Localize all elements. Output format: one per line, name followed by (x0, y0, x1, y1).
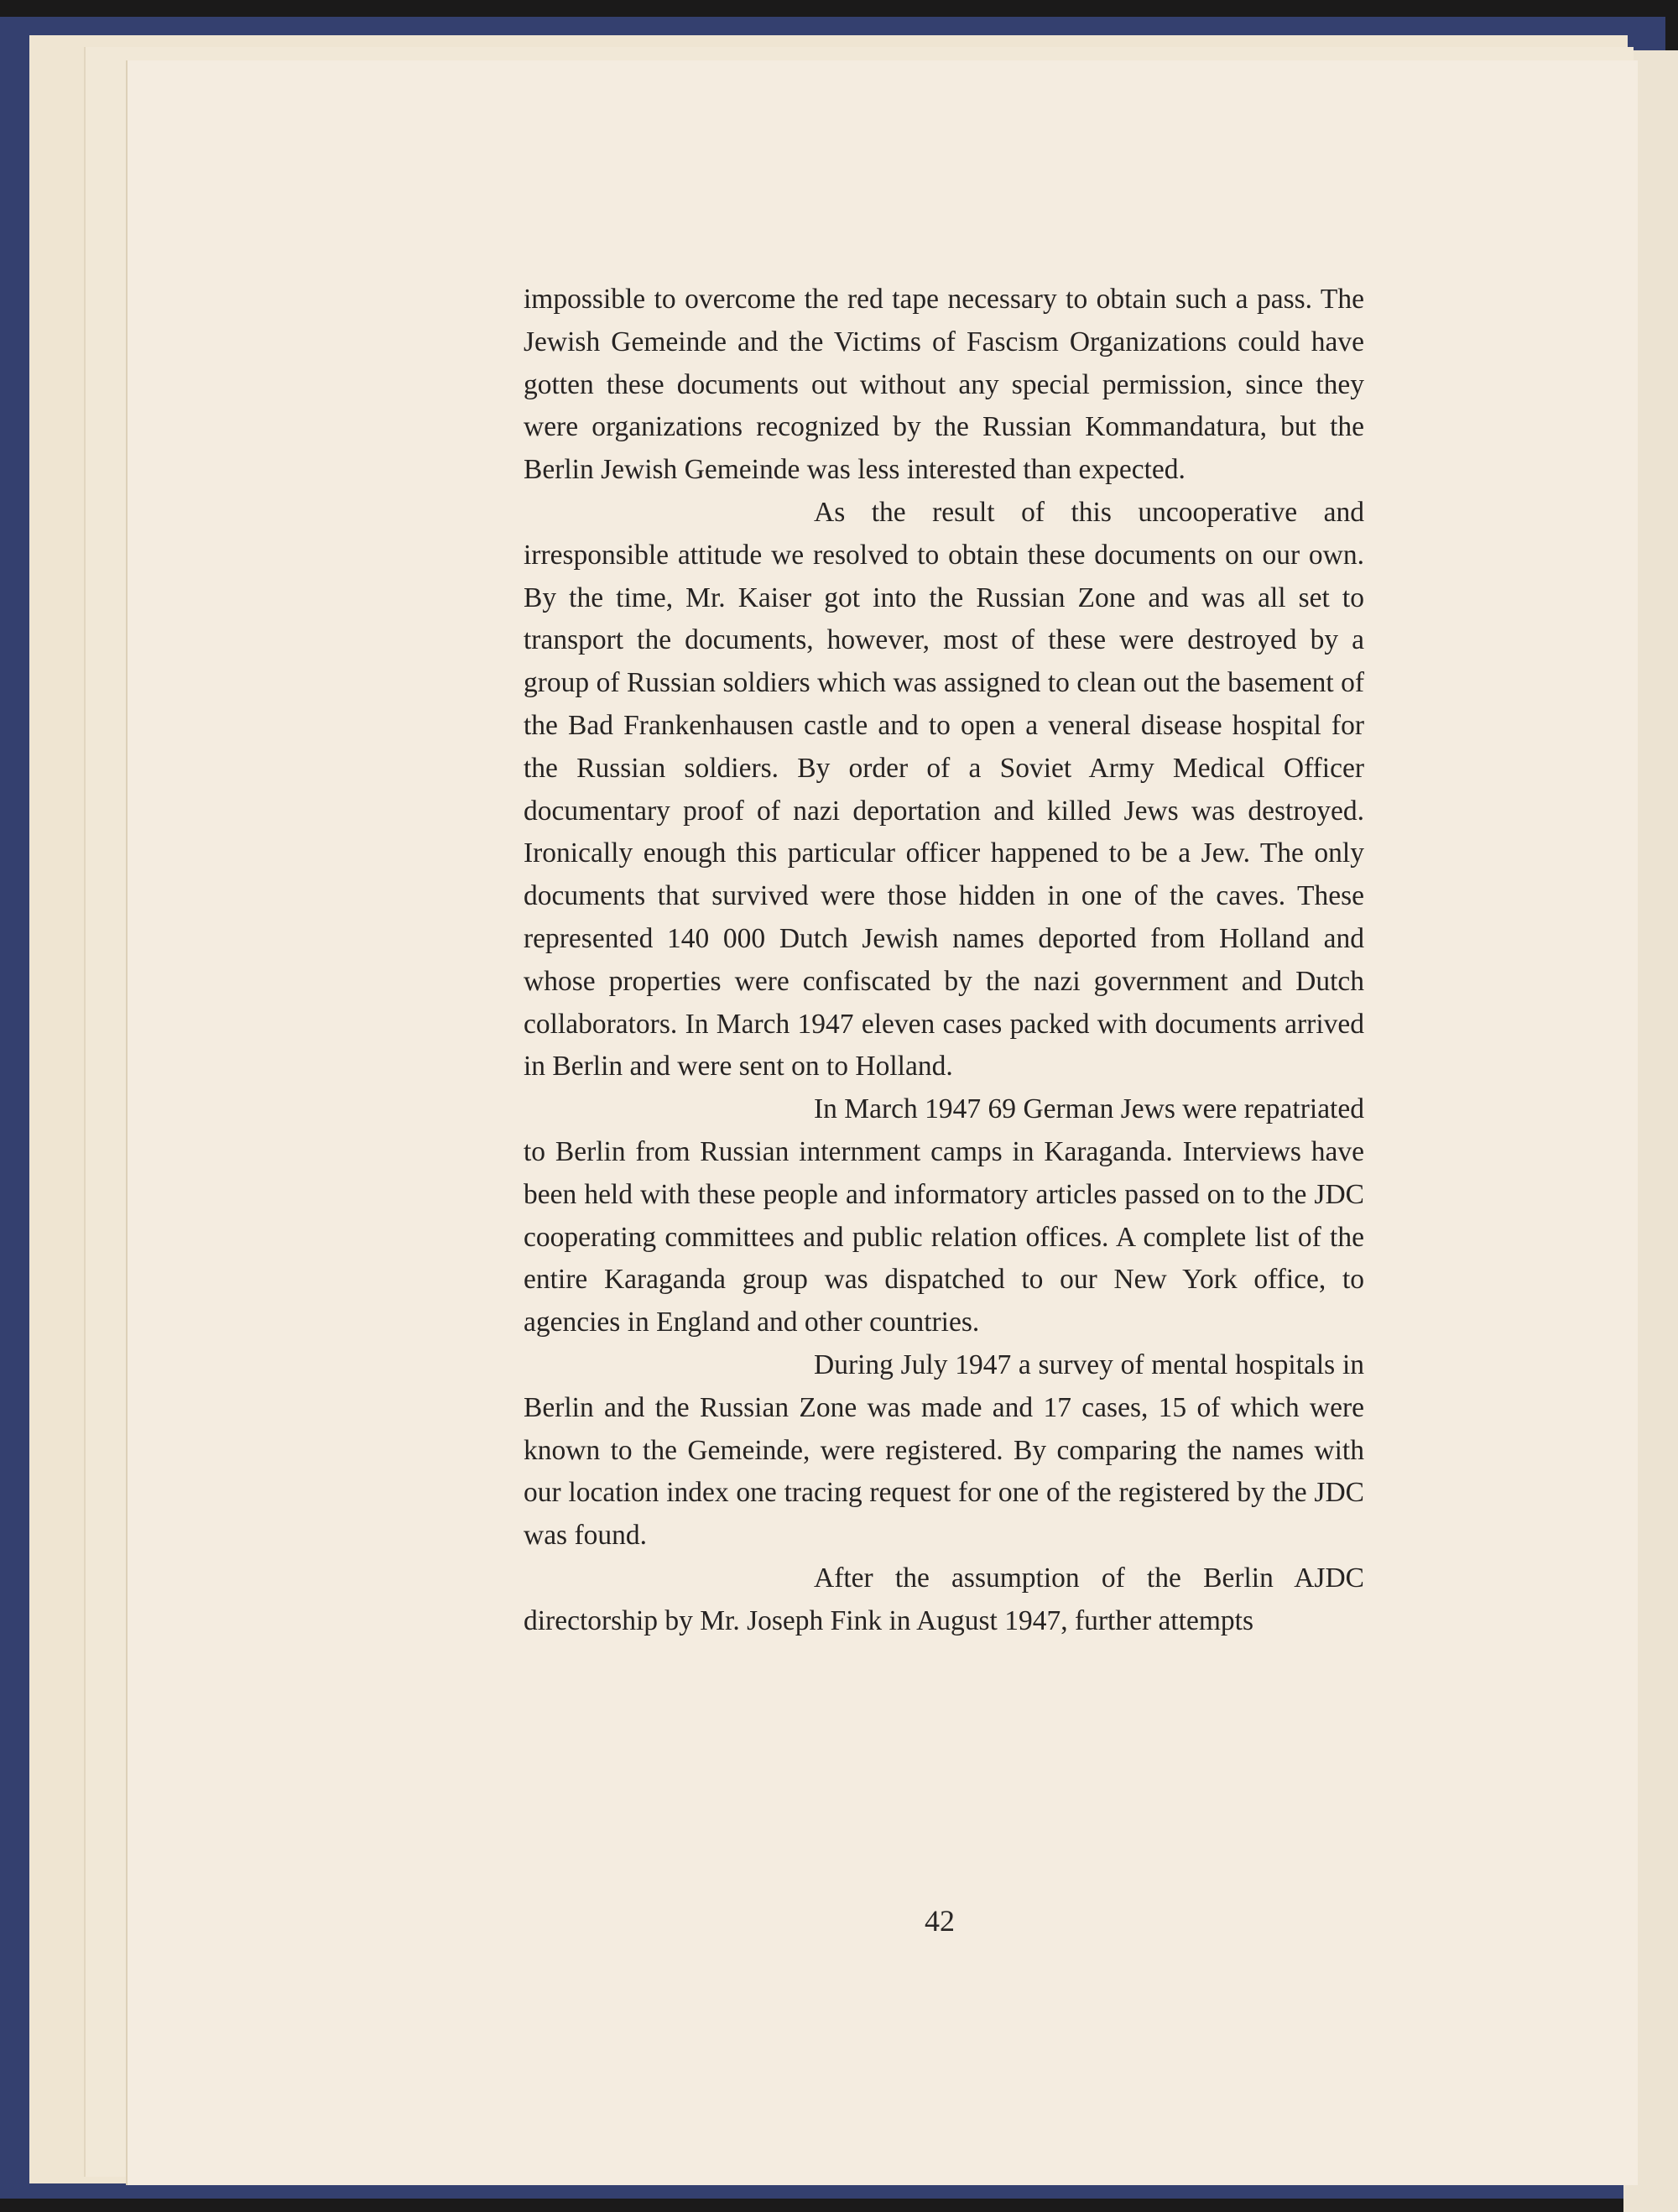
body-text (524, 279, 1364, 1643)
paragraph-5: After the assumption of the Berlin AJDC directorship by Mr. Joseph Fink in August 1947, further attempts (524, 1562, 1364, 1636)
paragraph-3: In March 1947 69 German Jews were repatriated to Berlin from Russian internment camps in Karaganda. Interviews have been held with these people and informatory articles passed on to the JDC cooperating committees and public relation offices. A complete list of the entire Karaganda group was dispatched to our New York office, to agencies in England and other countries. (524, 1093, 1364, 1338)
paragraph-4: During July 1947 a survey of mental hospitals in Berlin and the Russian Zone was made and 17 cases, 15 of which were known to the Gemeinde, were registered. By comparing the names with our location index one tracing request for one of the registered by the JDC was found. (524, 1349, 1364, 1552)
paragraph-1: impossible to overcome the red tape necessary to obtain such a pass. The Jewish Gemeinde and the Victims of Fascism Organizations could have gotten these documents out without any special permission, since they were organizations recognized by the Russian Kommandatura, but the Berlin Jewish Gemeinde was less interested than expected. (524, 284, 1364, 486)
paragraph-2: As the result of this uncooperative and irresponsible attitude we resolved to obtain these documents on our own. By the time, Mr. Kaiser got into the Russian Zone and was all set to transport the documents, however, most of these were destroyed by a group of Russian soldiers which was assigned to clean out the basement of the Bad Frankenhausen castle and to open a veneral disease hospital for the Russian soldiers. By order of a Soviet Army Medical Officer documentary proof of nazi deportation and killed Jews was destroyed. Ironically enough this particular officer happened to be a Jew. The only documents that survived were those hidden in one of the caves. These represented 140 000 Dutch Jewish names deported from Holland and whose properties were confiscated by the nazi government and Dutch collaborators. In March 1947 eleven cases packed with documents arrived in Berlin and were sent on to Holland. (524, 496, 1364, 1083)
page-number: 42 (925, 1904, 955, 1938)
